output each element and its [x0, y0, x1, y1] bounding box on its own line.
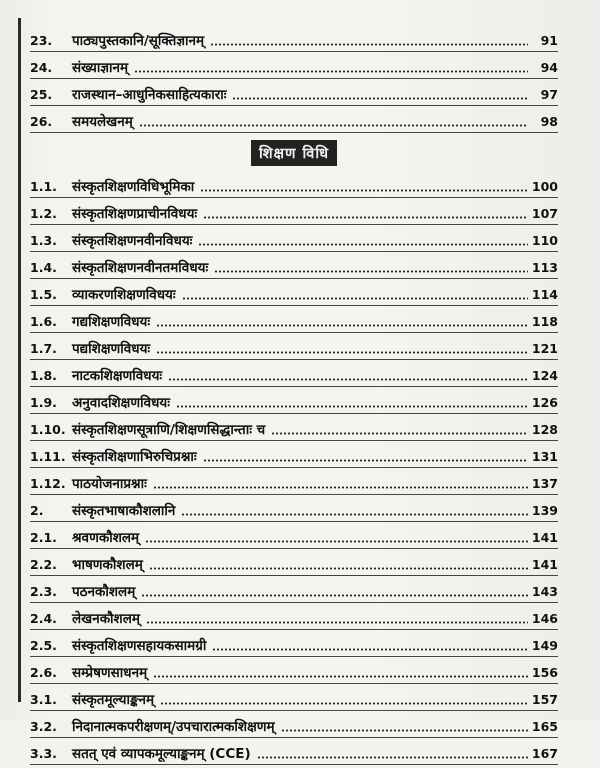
- toc-entry: [30, 363, 558, 387]
- toc-entry: [30, 82, 558, 106]
- toc-entry-page: 141: [531, 557, 558, 572]
- dot-leader: [281, 729, 528, 732]
- toc-entry-page: 124: [531, 368, 558, 383]
- toc-entry-title: पाठयोजनाप्रश्नाः: [72, 476, 147, 492]
- toc-entry-page: 126: [531, 395, 558, 410]
- toc-entry-number: 23.: [30, 33, 53, 48]
- toc-entry: [30, 336, 558, 360]
- toc-entry-page: 146: [531, 611, 558, 626]
- dot-leader: [156, 351, 528, 354]
- toc-entry: [30, 255, 558, 279]
- toc-entry-page: 113: [531, 260, 558, 275]
- toc-entry-title: संस्कृतशिक्षणाभिरुचिप्रश्नाः: [72, 449, 197, 465]
- toc-entry-title: नाटकशिक्षणविधयः: [72, 368, 163, 384]
- dot-leader: [160, 702, 528, 705]
- toc-entry: [30, 444, 558, 468]
- dot-leader: [200, 189, 528, 192]
- toc-entry-title: संस्कृतमूल्याङ्कनम्: [72, 692, 155, 708]
- toc-entry-title: सम्प्रेषणसाधनम्: [72, 665, 148, 681]
- toc-entry-number: 3.2.: [30, 719, 57, 734]
- toc-entry-number: 1.7.: [30, 341, 57, 356]
- toc-entry-page: 110: [531, 233, 558, 248]
- toc-entry-number: 1.11.: [30, 449, 66, 464]
- toc-entry-number: 3.3.: [30, 746, 57, 761]
- toc-entry-title: संस्कृतभाषाकौशलानि: [72, 503, 176, 519]
- toc-entry-number: 1.2.: [30, 206, 57, 221]
- toc-entry-title: संस्कृतशिक्षणनवीनतमविधयः: [72, 260, 209, 276]
- toc-entry: [30, 714, 558, 738]
- toc-entry: [30, 109, 558, 133]
- toc-entry-number: 1.3.: [30, 233, 57, 248]
- toc-entry-page: 118: [531, 314, 558, 329]
- toc-entry-number: 25.: [30, 87, 53, 102]
- toc-entry-title: संस्कृतशिक्षणसूत्राणि/शिक्षणसिद्धान्ताः च: [72, 422, 266, 438]
- toc-entry-title: भाषणकौशलम्: [72, 557, 143, 573]
- toc-entry-title: समयलेखनम्: [72, 114, 133, 130]
- dot-leader: [156, 324, 528, 327]
- margin-rule: [18, 18, 21, 702]
- dot-leader: [198, 243, 528, 246]
- toc-entry: [30, 390, 558, 414]
- toc-entry-number: 24.: [30, 60, 53, 75]
- dot-leader: [134, 70, 528, 73]
- toc-list-top: [30, 28, 558, 133]
- section-heading-wrap: [30, 136, 558, 170]
- toc-entry-number: 1.8.: [30, 368, 57, 383]
- toc-entry-page: 156: [531, 665, 558, 680]
- toc-entry-title: संख्याज्ञानम्: [72, 60, 129, 76]
- dot-leader: [149, 567, 528, 570]
- table-of-contents: [30, 28, 558, 768]
- toc-entry-title: निदानात्मकपरीक्षणम्/उपचारात्मकशिक्षणम्: [72, 719, 275, 735]
- toc-entry-number: 1.6.: [30, 314, 57, 329]
- toc-entry-number: 2.6.: [30, 665, 57, 680]
- dot-leader: [176, 405, 528, 408]
- section-heading: शिक्षण विधि: [251, 140, 337, 166]
- dot-leader: [232, 97, 528, 100]
- dot-leader: [203, 216, 528, 219]
- toc-entry-number: 1.9.: [30, 395, 57, 410]
- toc-entry-title: अनुवादशिक्षणविधयः: [72, 395, 170, 411]
- toc-entry-title: संस्कृतशिक्षणप्राचीनविधयः: [72, 206, 198, 222]
- toc-entry-title: लेखनकौशलम्: [72, 611, 140, 627]
- toc-entry-number: 1.1.: [30, 179, 57, 194]
- dot-leader: [210, 43, 528, 46]
- toc-entry-title: पाठ्यपुस्तकानि/सूक्तिज्ञानम्: [72, 33, 205, 49]
- toc-entry-number: 2.1.: [30, 530, 57, 545]
- toc-entry-page: 100: [531, 179, 558, 194]
- toc-entry: [30, 28, 558, 52]
- toc-entry: [30, 282, 558, 306]
- toc-entry: [30, 606, 558, 630]
- toc-entry-number: 1.12.: [30, 476, 66, 491]
- toc-entry-page: 97: [540, 87, 558, 102]
- toc-entry-page: 91: [540, 33, 558, 48]
- dot-leader: [203, 459, 528, 462]
- toc-entry-page: 139: [531, 503, 558, 518]
- toc-entry: [30, 309, 558, 333]
- toc-entry: [30, 525, 558, 549]
- toc-entry: [30, 660, 558, 684]
- toc-entry-page: 137: [531, 476, 558, 491]
- toc-entry-title: श्रवणकौशलम्: [72, 530, 140, 546]
- toc-entry-page: 94: [540, 60, 558, 75]
- toc-entry-title: पद्यशिक्षणविधयः: [72, 341, 151, 357]
- toc-entry-number: 2.2.: [30, 557, 57, 572]
- dot-leader: [271, 432, 528, 435]
- toc-entry-page: 128: [531, 422, 558, 437]
- toc-entry: [30, 579, 558, 603]
- toc-entry-number: 2.: [30, 503, 44, 518]
- toc-entry-page: 98: [540, 114, 558, 129]
- toc-entry-title: राजस्थान–आधुनिकसाहित्यकाराः: [72, 87, 227, 103]
- dot-leader: [257, 756, 528, 759]
- toc-entry-title: व्याकरणशिक्षणविधयः: [72, 287, 176, 303]
- dot-leader: [139, 124, 528, 127]
- dot-leader: [141, 594, 528, 597]
- toc-list-bottom: [30, 174, 558, 765]
- dot-leader: [168, 378, 528, 381]
- toc-entry-number: 1.10.: [30, 422, 66, 437]
- toc-entry: [30, 201, 558, 225]
- dot-leader: [214, 270, 528, 273]
- dot-leader: [182, 297, 528, 300]
- toc-entry-title: संस्कृतशिक्षणसहायकसामग्री: [72, 638, 207, 654]
- toc-entry-page: 167: [531, 746, 558, 761]
- toc-entry-page: 131: [531, 449, 558, 464]
- toc-entry: [30, 687, 558, 711]
- toc-entry: [30, 55, 558, 79]
- toc-entry-title: संस्कृतशिक्षणविधिभूमिका: [72, 179, 195, 195]
- dot-leader: [212, 648, 528, 651]
- toc-entry-number: 3.1.: [30, 692, 57, 707]
- toc-entry-title: सतत् एवं व्यापकमूल्याङ्कनम् (CCE): [72, 746, 251, 762]
- toc-entry-page: 121: [531, 341, 558, 356]
- toc-entry-page: 141: [531, 530, 558, 545]
- toc-entry-page: 165: [531, 719, 558, 734]
- toc-entry: [30, 417, 558, 441]
- dot-leader: [181, 513, 528, 516]
- dot-leader: [153, 486, 528, 489]
- toc-entry-page: 157: [531, 692, 558, 707]
- toc-entry: [30, 471, 558, 495]
- toc-entry-title: गद्यशिक्षणविधयः: [72, 314, 151, 330]
- toc-entry: [30, 498, 558, 522]
- toc-entry-title: पठनकौशलम्: [72, 584, 136, 600]
- toc-entry-number: 2.3.: [30, 584, 57, 599]
- toc-entry-page: 149: [531, 638, 558, 653]
- toc-entry-number: 1.4.: [30, 260, 57, 275]
- toc-entry-page: 114: [531, 287, 558, 302]
- toc-entry: [30, 633, 558, 657]
- toc-entry: [30, 174, 558, 198]
- toc-entry-page: 107: [531, 206, 558, 221]
- toc-entry-title: संस्कृतशिक्षणनवीनविधयः: [72, 233, 193, 249]
- toc-entry-number: 1.5.: [30, 287, 57, 302]
- toc-entry-page: 143: [531, 584, 558, 599]
- toc-entry: [30, 552, 558, 576]
- dot-leader: [146, 621, 528, 624]
- toc-entry-number: 26.: [30, 114, 53, 129]
- dot-leader: [145, 540, 528, 543]
- toc-entry-number: 2.5.: [30, 638, 57, 653]
- toc-entry: [30, 741, 558, 765]
- toc-entry-number: 2.4.: [30, 611, 57, 626]
- dot-leader: [153, 675, 528, 678]
- toc-entry: [30, 228, 558, 252]
